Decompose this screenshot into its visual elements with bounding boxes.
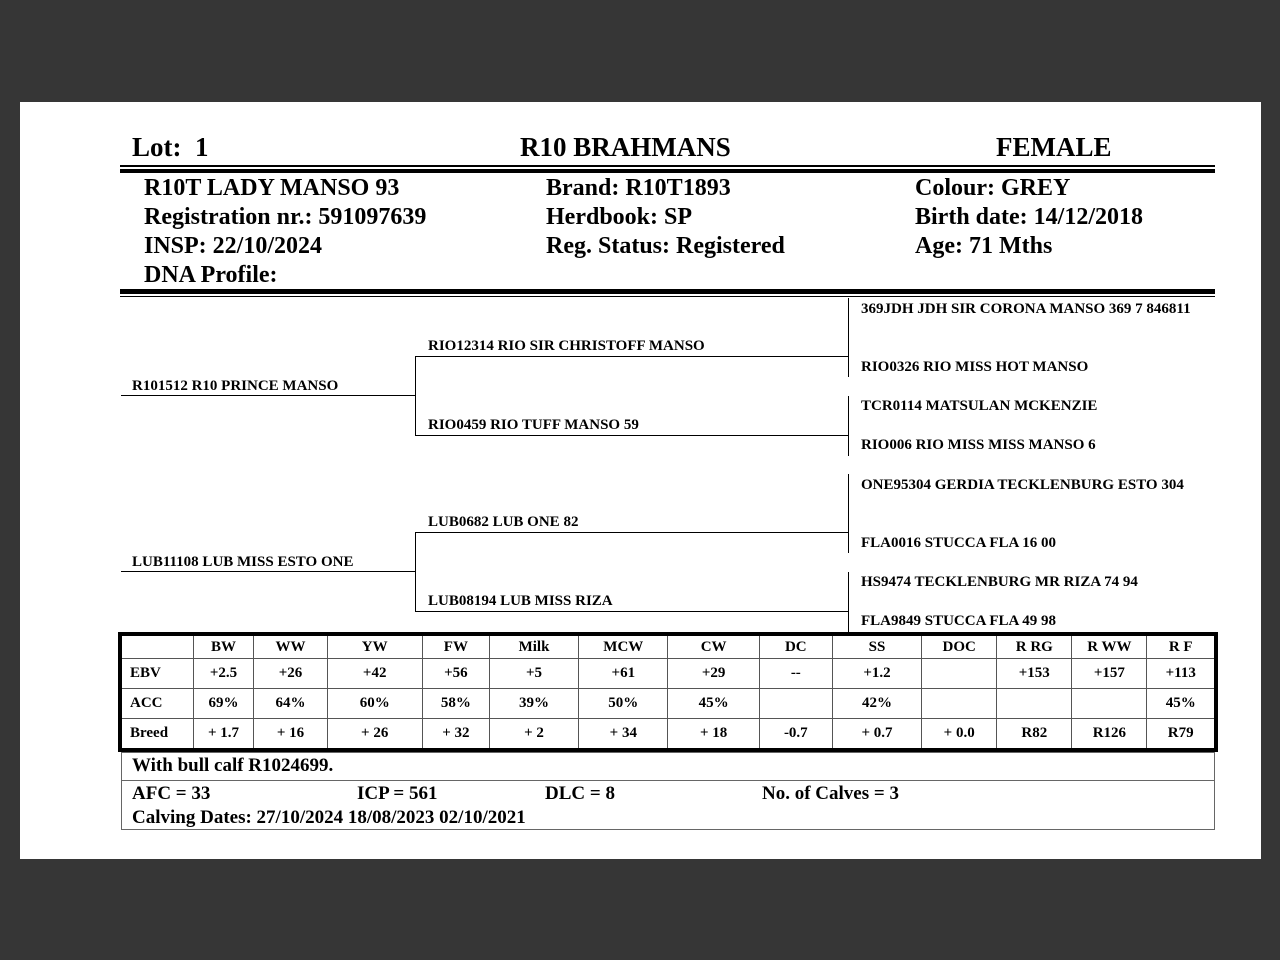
header-rule-thick bbox=[120, 169, 1215, 173]
ebv-header-cell: CW bbox=[668, 634, 759, 659]
ebv-header-cell: Milk bbox=[489, 634, 578, 659]
ebv-row bbox=[120, 659, 1216, 689]
ggp-7: HS9474 TECKLENBURG MR RIZA 74 94 bbox=[861, 574, 1138, 590]
ebv-cell: + 34 bbox=[579, 719, 668, 750]
ebv-cell: -- bbox=[759, 659, 832, 689]
ebv-table bbox=[118, 632, 1218, 752]
ebv-cell: +5 bbox=[489, 659, 578, 689]
birth-date: Birth date: 14/12/2018 bbox=[915, 204, 1143, 230]
ebv-header-cell bbox=[120, 634, 193, 659]
ebv-cell: + 16 bbox=[254, 719, 327, 750]
ebv-cell: -0.7 bbox=[759, 719, 832, 750]
ebv-cell: 64% bbox=[254, 688, 327, 719]
ebv-cell bbox=[759, 688, 832, 719]
ebv-cell: +42 bbox=[327, 659, 422, 689]
ebv-cell bbox=[1072, 688, 1147, 719]
ebv-cell: + 0.0 bbox=[922, 719, 997, 750]
ebv-cell: 39% bbox=[489, 688, 578, 719]
herdbook: Herdbook: SP bbox=[546, 204, 693, 230]
ebv-header-cell: DOC bbox=[922, 634, 997, 659]
ebv-cell: 58% bbox=[422, 688, 489, 719]
insp-date: INSP: 22/10/2024 bbox=[144, 233, 323, 259]
breed-row bbox=[120, 719, 1216, 750]
info-rule-thin bbox=[120, 296, 1215, 297]
ebv-cell: 42% bbox=[832, 688, 921, 719]
ebv-cell bbox=[922, 659, 997, 689]
ebv-cell: 69% bbox=[193, 688, 254, 719]
ebv-cell: + 26 bbox=[327, 719, 422, 750]
animal-name: R10T LADY MANSO 93 bbox=[144, 175, 400, 201]
no-of-calves: No. of Calves = 3 bbox=[762, 783, 899, 804]
ebv-cell: +1.2 bbox=[832, 659, 921, 689]
ggp-8: FLA9849 STUCCA FLA 49 98 bbox=[861, 613, 1057, 629]
ebv-cell: R126 bbox=[1072, 719, 1147, 750]
ebv-row-label: EBV bbox=[120, 659, 193, 689]
ebv-cell: +2.5 bbox=[193, 659, 254, 689]
registration-number: Registration nr.: 591097639 bbox=[144, 204, 427, 230]
ebv-cell: +26 bbox=[254, 659, 327, 689]
ebv-cell: +113 bbox=[1147, 659, 1216, 689]
ebv-cell: R82 bbox=[997, 719, 1072, 750]
ebv-header-cell: YW bbox=[327, 634, 422, 659]
ebv-cell bbox=[997, 688, 1072, 719]
ebv-header-cell: FW bbox=[422, 634, 489, 659]
ggp-5: ONE95304 GERDIA TECKLENBURG ESTO 304 bbox=[861, 477, 1184, 493]
ebv-header-row bbox=[120, 634, 1216, 659]
ebv-cell: 60% bbox=[327, 688, 422, 719]
sire-sire-name: RIO12314 RIO SIR CHRISTOFF MANSO bbox=[428, 338, 705, 354]
ebv-cell: + 18 bbox=[668, 719, 759, 750]
info-rule-thick bbox=[120, 289, 1215, 294]
ebv-cell: +56 bbox=[422, 659, 489, 689]
ggp-6: FLA0016 STUCCA FLA 16 00 bbox=[861, 535, 1057, 551]
ebv-header-cell: WW bbox=[254, 634, 327, 659]
breeder-title: R10 BRAHMANS bbox=[520, 132, 731, 162]
dlc: DLC = 8 bbox=[545, 783, 615, 804]
ebv-header-cell: DC bbox=[759, 634, 832, 659]
ebv-header-cell: R WW bbox=[1072, 634, 1147, 659]
calving-dates: Calving Dates: 27/10/2024 18/08/2023 02/10/2021 bbox=[132, 807, 526, 828]
ebv-cell bbox=[922, 688, 997, 719]
ebv-cell: 50% bbox=[579, 688, 668, 719]
ggp-1: 369JDH JDH SIR CORONA MANSO 369 7 846811 bbox=[861, 301, 1191, 317]
colour: Colour: GREY bbox=[915, 175, 1071, 201]
lot-label: Lot: 1 bbox=[132, 132, 209, 162]
ebv-cell: + 1.7 bbox=[193, 719, 254, 750]
ebv-header-cell: R RG bbox=[997, 634, 1072, 659]
afc: AFC = 33 bbox=[132, 783, 211, 804]
dna-profile: DNA Profile: bbox=[144, 262, 278, 288]
ebv-cell: 45% bbox=[668, 688, 759, 719]
ggp-3: TCR0114 MATSULAN MCKENZIE bbox=[861, 398, 1098, 414]
age: Age: 71 Mths bbox=[915, 233, 1053, 259]
calf-note: With bull calf R1024699. bbox=[132, 755, 334, 776]
calving-box bbox=[121, 780, 1215, 830]
ggp-4: RIO006 RIO MISS MISS MANSO 6 bbox=[861, 437, 1096, 453]
ebv-cell: +153 bbox=[997, 659, 1072, 689]
ebv-cell: + 2 bbox=[489, 719, 578, 750]
sire-dam-name: RIO0459 RIO TUFF MANSO 59 bbox=[428, 417, 639, 433]
header-rule-thin bbox=[120, 165, 1215, 167]
ebv-row-label: Breed bbox=[120, 719, 193, 750]
ebv-header-cell: BW bbox=[193, 634, 254, 659]
note-box bbox=[121, 752, 1215, 781]
ebv-header-cell: MCW bbox=[579, 634, 668, 659]
ebv-cell: +29 bbox=[668, 659, 759, 689]
icp: ICP = 561 bbox=[357, 783, 438, 804]
ebv-cell: +61 bbox=[579, 659, 668, 689]
reg-status: Reg. Status: Registered bbox=[546, 233, 785, 259]
lot-number: 1 bbox=[195, 132, 209, 162]
ebv-cell: 45% bbox=[1147, 688, 1216, 719]
catalogue-card bbox=[20, 102, 1261, 859]
dam-sire-name: LUB0682 LUB ONE 82 bbox=[428, 514, 579, 530]
ebv-row-label: ACC bbox=[120, 688, 193, 719]
ebv-cell: + 32 bbox=[422, 719, 489, 750]
sex-label: FEMALE bbox=[996, 132, 1112, 162]
dam-dam-name: LUB08194 LUB MISS RIZA bbox=[428, 593, 613, 609]
ebv-header-cell: SS bbox=[832, 634, 921, 659]
dam-name: LUB11108 LUB MISS ESTO ONE bbox=[132, 554, 354, 570]
ebv-cell: + 0.7 bbox=[832, 719, 921, 750]
sire-name: R101512 R10 PRINCE MANSO bbox=[132, 378, 339, 394]
ebv-cell: R79 bbox=[1147, 719, 1216, 750]
ggp-2: RIO0326 RIO MISS HOT MANSO bbox=[861, 359, 1089, 375]
ebv-header-cell: R F bbox=[1147, 634, 1216, 659]
brand: Brand: R10T1893 bbox=[546, 175, 731, 201]
ebv-cell: +157 bbox=[1072, 659, 1147, 689]
acc-row bbox=[120, 688, 1216, 719]
